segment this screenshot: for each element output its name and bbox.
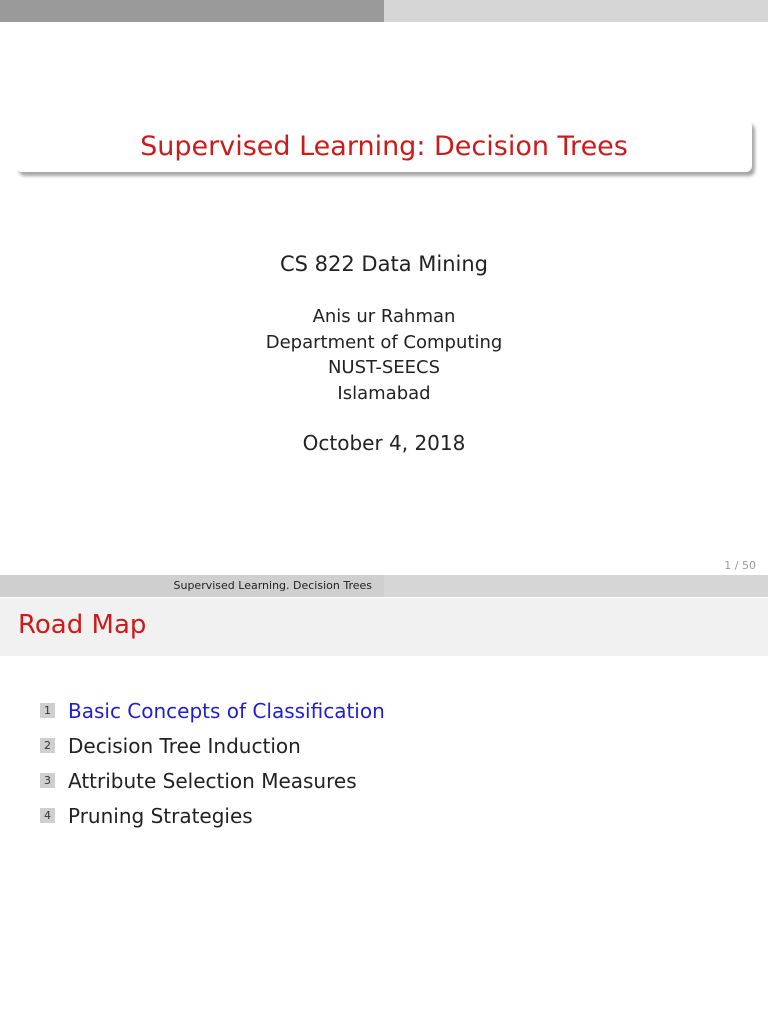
toc-item-basic-concepts[interactable]: [40, 693, 385, 728]
toc-number: 2: [40, 738, 55, 753]
header-section-title: Supervised Learning. Decision Trees: [173, 579, 372, 592]
toc-item-decision-tree-induction[interactable]: [40, 728, 385, 763]
toc-number: 1: [40, 703, 55, 718]
toc-item-attribute-selection[interactable]: [40, 763, 385, 798]
toc-label: Decision Tree Induction: [68, 733, 301, 758]
table-of-contents: [40, 693, 385, 833]
slide-header-bar: [0, 575, 768, 597]
header-bar-right: [384, 575, 768, 597]
slide-header-bar: [0, 0, 768, 22]
city: Islamabad: [337, 382, 431, 404]
toc-label: Attribute Selection Measures: [68, 768, 357, 793]
department: Department of Computing: [265, 331, 503, 353]
title-box: [16, 120, 752, 172]
institution: NUST-SEECS: [327, 357, 441, 378]
frame-title-bar: [0, 598, 768, 656]
toc-label: Pruning Strategies: [68, 803, 253, 828]
toc-number: 4: [40, 808, 55, 823]
header-bar-left: [0, 0, 384, 22]
presentation-date: October 4, 2018: [302, 431, 466, 455]
author-block: [0, 304, 768, 406]
toc-number: 3: [40, 773, 55, 788]
header-bar-right: [384, 0, 768, 22]
toc-item-pruning-strategies[interactable]: [40, 798, 385, 833]
course-name: CS 822 Data Mining: [280, 252, 488, 276]
author-name: Anis ur Rahman: [312, 306, 456, 327]
page-number: 1 / 50: [724, 559, 756, 572]
toc-label: Basic Concepts of Classification: [68, 698, 385, 723]
frame-title: Road Map: [18, 610, 147, 640]
presentation-title: Supervised Learning: Decision Trees: [140, 130, 628, 162]
road-map-slide: [0, 575, 768, 1024]
